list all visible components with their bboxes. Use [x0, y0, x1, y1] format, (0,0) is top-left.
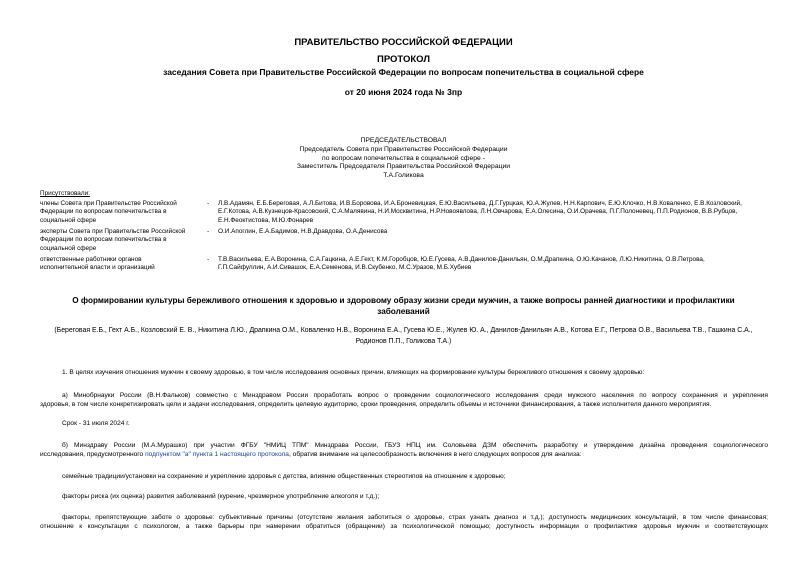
- attendance-group-label: [40, 256, 205, 273]
- paragraph-2: [40, 391, 768, 409]
- label-line: члены Совета при Правительстве Российской: [40, 200, 177, 207]
- paragraph-line: факторы, препятствующие заботе о здоровье: субъективные причины (отсутствие желания заботиться о здоровье, страх узнать диагноз и т.д.); доступность медицинских консультаций, в том числе финансовая;: [62, 514, 768, 521]
- attendance-dash: -: [207, 228, 210, 235]
- paragraph-line: отношение к консультации с психологом, а также барьеры при намерении обратиться (обращении) за психологической помощью; доступность информации о профилактике здоровья мужчин и соответствующих: [40, 523, 768, 531]
- protocol-date-number: от 20 июня 2024 года № 3пр: [344, 87, 463, 97]
- topic-speakers: [20, 326, 787, 347]
- chair-line-3: Заместитель Председателя Правительства Российской Федерации: [296, 163, 511, 171]
- names-line: Е.Г.Котова, А.В.Кузнецов-Красовский, С.А.Малявина, Н.И.Москвитина, Н.Р.Новоявлова, Л.Н.Овчарова, Е.А.Олесина, О.И.Орачева, П.Г.Полоневец, П.П.Родионов, В.В.Рубцов,: [218, 208, 738, 216]
- chair-block: [0, 137, 807, 181]
- paragraph-5: семейные традиции/установки на сохранение и укрепление здоровья с детства, влияние общественных стереотипов на отношение к здоровью;: [62, 473, 506, 480]
- meeting-title: заседания Совета при Правительстве Российской Федерации по вопросам попечительства в социальной сфере: [163, 67, 644, 77]
- label-line: Федерации по вопросам попечительства в: [40, 208, 167, 216]
- names-line: Е.Н.Феоктистова, М.Ю.Фонарев: [218, 216, 314, 224]
- names-line: Т.В.Васильева, Е.А.Воронина, С.А.Гацкина, А.Е.Гехт, К.М.Горобцов, Ю.Е.Гусева, А.В.Данилов-Данильян, О.М.Драпкина, О.Ю.Качанов, Л.Ю.Никитина, О.В.Петрова,: [218, 256, 705, 263]
- label-line: Федерации по вопросам попечительства в: [40, 236, 167, 244]
- topic-title: [20, 296, 787, 317]
- attendance-heading: Присутствовали:: [40, 190, 90, 197]
- attendance-group-names: [218, 200, 778, 225]
- government-title: ПРАВИТЕЛЬСТВО РОССИЙСКОЙ ФЕДЕРАЦИИ: [294, 37, 513, 48]
- paragraph-line: б) Минздраву России (М.А.Мурашко) при участии ФГБУ "НМИЦ ТПМ" Минздрава России, ГБУЗ НПЦ им. Соловьева ДЗМ обеспечить разработку и утверждение дизайна проведения социологического: [62, 442, 768, 449]
- chair-name: Т.А.Голикова: [383, 172, 424, 180]
- paragraph-text: , обратив внимание на целесообразность включения в него следующих вопросов для анализа:: [288, 451, 582, 459]
- attendance-group-label: [40, 200, 205, 225]
- topic-title-line: О формировании культуры бережливого отношения к здоровью и здоровому образу жизни среди мужчин, а также вопросы ранней диагностики и профилактики: [72, 296, 735, 305]
- chair-line-1: Председатель Совета при Правительстве Российской Федерации: [299, 145, 508, 153]
- protocol-reference-link[interactable]: подпунктом "а" пункта 1 настоящего протокола: [145, 451, 289, 459]
- chair-line-2: по вопросам попечительства в социальной сфере -: [322, 154, 485, 162]
- attendance-dash: -: [207, 256, 210, 263]
- paragraph-line: [40, 450, 768, 459]
- paragraph-line: здоровья, в том числе конкретизировать цели и задачи исследования, определить целевую аудиторию, сроки проведения, определить объемы и источники финансирования, а также исполнителя данного мероприятия.: [40, 401, 712, 409]
- label-line: социальной сфере: [40, 244, 97, 252]
- paragraph-4: [40, 441, 768, 459]
- label-line: социальной сфере: [40, 216, 97, 224]
- names-line: Л.В.Адамян, Е.Б.Береговая, А.Л.Битова, И.В.Боровова, И.А.Броневицкая, Е.Ю.Васильева, Д.Г.Гурцкая, Ю.А.Жулев, Н.Н.Карпович, Е.Ю.Клочко, Н.В.Коваленко, Е.В.Козловский,: [218, 200, 742, 207]
- chair-heading: ПРЕДСЕДАТЕЛЬСТВОВАЛ: [360, 137, 447, 144]
- paragraph-text: исследования, предусмотренного: [40, 451, 146, 459]
- speakers-line: (Береговая Е.Б., Гехт А.Б., Козловский Е. В., Никитина Л.Ю., Драпкина О.М., Коваленко Н.В., Воронина Е.А., Гусева Ю.Е., Жулев Ю. А., Данилов-Данильян А.В., Котова Е.Г., Петрова О.В., Васильева Т.В., Гашкина С.А.,: [54, 327, 753, 334]
- attendance-group-names: [218, 228, 387, 236]
- label-line: эксперты Совета при Правительстве Российской: [40, 228, 186, 235]
- label-line: исполнительной власти и организаций: [40, 264, 155, 272]
- speakers-line: Родионов П.П., Голикова Т.А.): [355, 337, 452, 345]
- topic-title-line: заболеваний: [377, 306, 430, 316]
- paragraph-6: факторы риска (их оценка) развития заболеваний (курение, чрезмерное употребление алкоголя и т.д.);: [62, 493, 380, 500]
- paragraph-1: 1. В целях изучения отношения мужчин к своему здоровью, в том числе исследования основных причин, влияющих на формирование культуры бережливого отношения к своему здоровью:: [62, 369, 645, 376]
- paragraph-line: а) Минобрнауки России (В.Н.Фальков) совместно с Минздравом России проработать вопрос о проведении социологического исследования среди мужского населения по вопросу сохранения и укрепления: [62, 392, 768, 399]
- attendance-group-label: [40, 228, 205, 253]
- names-line: О.И.Апоглин, Е.А.Бадимов, Н.В.Дравдова, О.А.Денисова: [218, 228, 388, 235]
- attendance-group-names: [218, 256, 705, 273]
- names-line: Г.П.Сайфуллин, А.И.Сивашок, Е.А.Семенова, И.В.Скубенко, М.С.Уразов, М.Б.Хубиев: [218, 264, 472, 272]
- paragraph-7: [40, 513, 768, 531]
- protocol-title: ПРОТОКОЛ: [376, 54, 430, 65]
- deadline: Срок - 31 июля 2024 г.: [62, 420, 130, 427]
- attendance-dash: -: [207, 200, 210, 207]
- label-line: ответственные работники органов: [40, 256, 142, 263]
